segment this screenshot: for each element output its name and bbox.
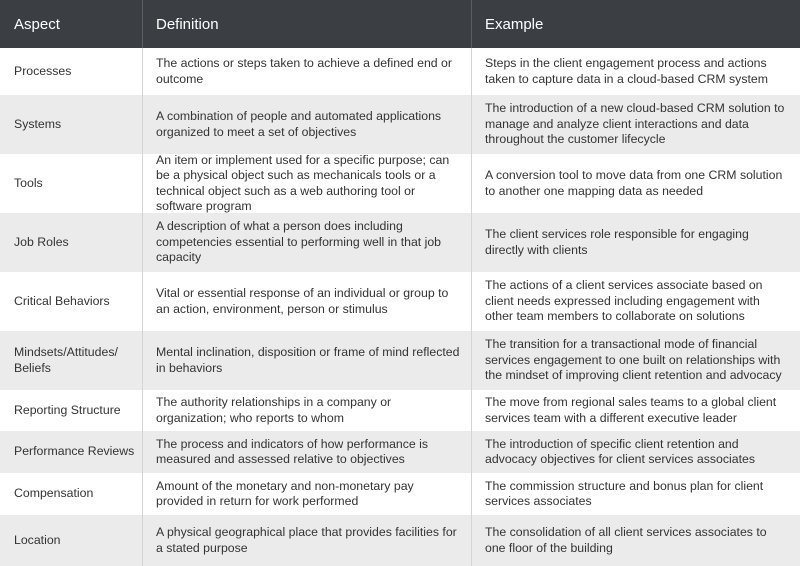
aspect-cell: Location xyxy=(14,532,61,547)
definition-cell: A physical geographical place that provides facilities for a stated purpose xyxy=(156,525,457,555)
aspect-cell: Critical Behaviors xyxy=(14,293,110,308)
column-divider xyxy=(142,331,143,390)
column-divider xyxy=(471,473,472,515)
table-row xyxy=(0,95,800,154)
table-row xyxy=(0,213,800,272)
table-row xyxy=(0,515,800,566)
column-divider xyxy=(471,0,472,48)
definition-cell: The process and indicators of how performance is measured and assessed relative to objectives xyxy=(156,436,429,466)
column-divider xyxy=(471,95,472,154)
example-cell: The move from regional sales teams to a global client services team with a different executive leader xyxy=(485,395,777,425)
column-divider xyxy=(142,390,143,431)
header-definition: Definition xyxy=(156,15,219,33)
table-row xyxy=(0,390,800,431)
example-cell: The introduction of a new cloud-based CRM solution to manage and analyze client interactions and data throughout the customer lifecycle xyxy=(485,101,785,147)
example-cell: The commission structure and bonus plan for client services associates xyxy=(485,478,764,508)
aspect-cell: Job Roles xyxy=(14,234,69,249)
example-cell: The actions of a client services associate based on client needs expressed including engagement with other team members to collaborate on solutions xyxy=(485,278,763,324)
definition-cell: Mental inclination, disposition or frame of mind reflected in behaviors xyxy=(156,345,460,375)
column-divider xyxy=(471,272,472,331)
column-divider xyxy=(142,272,143,331)
column-divider xyxy=(142,473,143,515)
definition-cell: The actions or steps taken to achieve a defined end or outcome xyxy=(156,56,452,86)
column-divider xyxy=(471,331,472,390)
table-row xyxy=(0,272,800,331)
definition-cell: Vital or essential response of an individual or group to an action, environment, person or stimulus xyxy=(156,286,449,316)
header-example: Example xyxy=(485,15,544,33)
column-divider xyxy=(142,48,143,95)
aspect-cell: Performance Reviews xyxy=(14,444,135,459)
column-divider xyxy=(471,390,472,431)
example-cell: A conversion tool to move data from one CRM solution to another one mapping data as needed xyxy=(485,168,783,198)
example-cell: The client services role responsible for engaging directly with clients xyxy=(485,227,749,257)
column-divider xyxy=(471,48,472,95)
aspect-cell: Systems xyxy=(14,116,62,131)
table-row xyxy=(0,473,800,515)
definition-cell: The authority relationships in a company or organization; who reports to whom xyxy=(156,395,392,425)
table-header xyxy=(0,0,800,48)
column-divider xyxy=(142,95,143,154)
example-cell: The consolidation of all client services associates to one floor of the building xyxy=(485,525,767,555)
definition-cell: Amount of the monetary and non-monetary pay provided in return for work performed xyxy=(156,478,414,508)
example-cell: The transition for a transactional mode of financial services engagement to one built on relationships with the mindset of improving client retention and advocacy xyxy=(485,337,782,383)
column-divider xyxy=(471,515,472,566)
column-divider xyxy=(142,0,143,48)
definition-cell: A description of what a person does including competencies essential to performing well in that job capacity xyxy=(156,219,442,265)
table-row xyxy=(0,48,800,95)
definition-cell: An item or implement used for a specific purpose; can be a physical object such as mechanicals tools or a technical object such as a web authoring tool or software program xyxy=(156,152,450,213)
aspect-cell: Mindsets/Attitudes/ Beliefs xyxy=(14,345,118,375)
column-divider xyxy=(471,154,472,213)
aspect-cell: Processes xyxy=(14,63,72,78)
table-row xyxy=(0,331,800,390)
column-divider xyxy=(471,213,472,272)
example-cell: The introduction of specific client retention and advocacy objectives for client services associates xyxy=(485,436,755,466)
aspect-cell: Tools xyxy=(14,175,43,190)
table-row xyxy=(0,154,800,213)
aspect-cell: Compensation xyxy=(14,486,94,501)
definition-cell: A combination of people and automated applications organized to meet a set of objectives xyxy=(156,109,442,139)
aspect-cell: Reporting Structure xyxy=(14,402,121,417)
column-divider xyxy=(142,515,143,566)
column-divider xyxy=(142,154,143,213)
column-divider xyxy=(471,431,472,473)
example-cell: Steps in the client engagement process and actions taken to capture data in a cloud-based CRM system xyxy=(485,56,768,86)
column-divider xyxy=(142,431,143,473)
column-divider xyxy=(142,213,143,272)
table-row xyxy=(0,431,800,473)
header-aspect: Aspect xyxy=(14,15,60,33)
